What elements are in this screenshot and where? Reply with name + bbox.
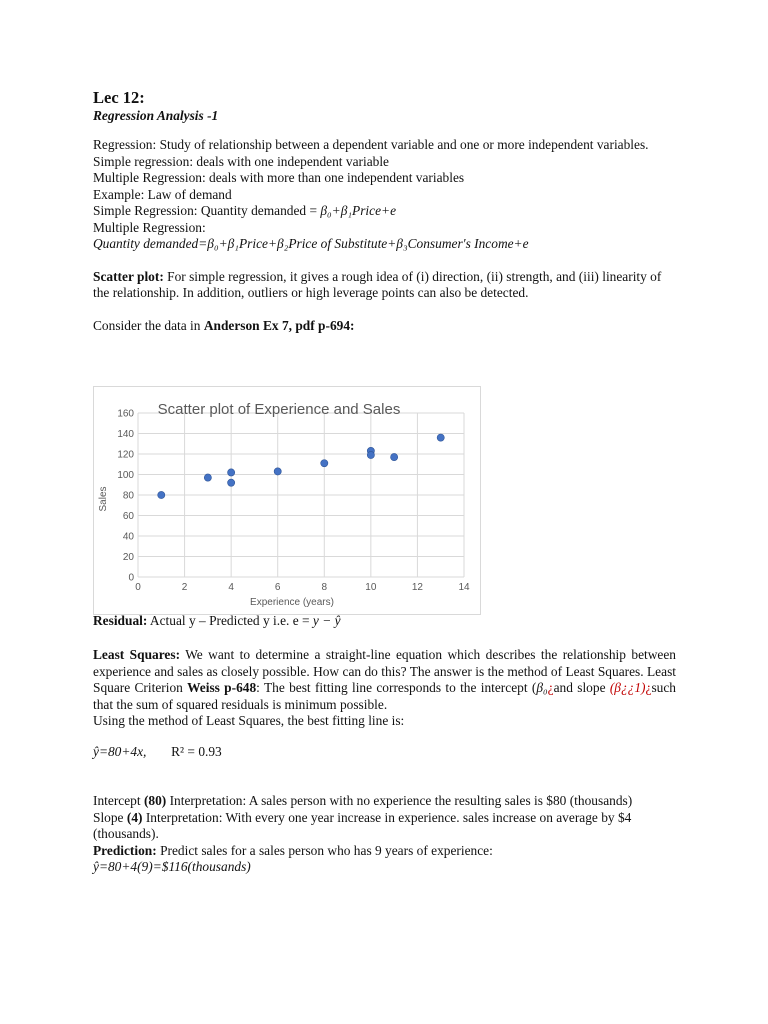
chart-point <box>367 451 374 458</box>
glitch-char-1: ¿ <box>547 680 554 695</box>
least-squares-ref: Weiss p-648 <box>187 680 257 695</box>
intercept-interpretation <box>93 793 676 810</box>
chart-x-tick-label: 0 <box>135 582 141 593</box>
chart-x-tick-label: 8 <box>321 582 328 593</box>
interpretation-section <box>93 793 676 876</box>
prediction-text: Predict sales for a sales person who has 9 years of experience: <box>156 842 493 858</box>
slope-symbol: (β¿¿1) <box>609 680 646 695</box>
intercept-value: (80) <box>143 793 167 808</box>
multiple-regression-equation: Quantity demanded=β₀+β₁Price+β₂Price of Substitute+β₃Consumer′s Income+e <box>93 236 529 251</box>
residual-section <box>93 613 676 630</box>
simple-regression-equation: β₀+β₁Price+e <box>320 203 397 218</box>
chart-x-tick-label: 10 <box>365 582 377 593</box>
chart-point <box>321 460 328 467</box>
slope-text: Interpretation: With every one year increase in experience. sales increase on average by $4 (thousands). <box>93 809 632 841</box>
chart-x-axis-label: Experience (years) <box>250 597 334 608</box>
r-squared: R² = 0.93 <box>171 743 222 759</box>
chart-x-ticks <box>135 582 470 593</box>
residual-equation: y − ŷ <box>312 613 341 628</box>
chart-point <box>228 479 235 486</box>
slope-prefix: Slope <box>93 809 127 825</box>
chart-y-ticks <box>117 409 134 584</box>
scatter-chart-svg <box>94 387 480 614</box>
chart-y-tick-label: 120 <box>117 449 134 461</box>
least-squares-text-2: : The best fitting line corresponds to the intercept ( <box>256 680 537 695</box>
chart-y-tick-label: 60 <box>122 511 134 522</box>
intro-simple-def: Simple regression: deals with one independent variable <box>93 153 389 169</box>
intercept-prefix: Intercept <box>93 793 144 808</box>
residual-line <box>93 613 676 630</box>
chart-y-tick-label: 80 <box>122 490 134 502</box>
chart-point <box>228 469 235 476</box>
chart-y-tick-label: 40 <box>122 531 134 543</box>
chart-x-tick-label: 6 <box>274 582 281 593</box>
intro-definition: Regression: Study of relationship between a dependent variable and one or more independent variables. <box>93 137 649 152</box>
fit-line <box>93 744 676 761</box>
chart-points <box>158 434 445 499</box>
chart-point <box>158 491 165 498</box>
chart-x-tick-label: 12 <box>411 582 423 593</box>
slope-value: (4) <box>126 809 143 825</box>
document-body <box>93 88 676 334</box>
chart-y-tick-label: 0 <box>128 572 134 584</box>
least-squares-using: Using the method of Least Squares, the best fitting line is: <box>93 713 405 728</box>
prediction-heading: Prediction: <box>93 842 157 858</box>
residual-heading: Residual: <box>93 613 148 628</box>
chart-y-axis-label: Sales <box>98 486 109 512</box>
scatter-plot-heading: Scatter plot: <box>93 268 164 284</box>
residual-text: Actual y – Predicted y i.e. e = <box>147 613 313 628</box>
consider-reference: Anderson Ex 7, pdf p-694: <box>203 317 355 333</box>
glitch-char-2: ¿ <box>645 680 652 695</box>
lecture-title: Lec 12: <box>93 88 145 107</box>
least-squares-heading: Least Squares: <box>93 647 181 662</box>
intro-multiple-def: Multiple Regression: deals with more than one independent variables <box>93 170 465 185</box>
intercept-text: Interpretation: A sales person with no experience the resulting sales is $80 (thousands) <box>166 793 633 808</box>
least-squares-section <box>93 647 676 760</box>
prediction-line <box>93 843 676 860</box>
simple-regression-label: Simple Regression: Quantity demanded = <box>93 203 321 218</box>
chart-y-tick-label: 100 <box>117 470 134 481</box>
slope-interpretation <box>93 810 676 843</box>
simple-regression-line <box>93 203 676 220</box>
scatter-plot-paragraph <box>93 269 676 302</box>
chart-y-tick-label: 160 <box>117 408 134 420</box>
multiple-regression-label: Multiple Regression: <box>93 219 206 235</box>
chart-x-tick-label: 2 <box>181 582 188 593</box>
least-squares-text-1: We want to determine a straight-line equation which describes the relationship between experience and sales as closely possible. How can do this? The answer is the method of Least Squares. Least Square Criterion <box>93 647 676 695</box>
chart-x-tick-label: 14 <box>458 582 470 593</box>
chart-y-tick-label: 20 <box>122 552 134 563</box>
scatter-plot-text: For simple regression, it gives a rough idea of (i) direction, (ii) strength, and (iii) linearity of the relationship. In addition, outliers or high leverage points can also be detected. <box>93 268 662 300</box>
intro-example: Example: Law of demand <box>93 186 232 202</box>
fit-equation: ŷ=80+4x, <box>93 743 147 759</box>
consider-prefix: Consider the data in <box>93 317 204 333</box>
lecture-subtitle: Regression Analysis -1 <box>93 108 219 123</box>
chart-x-tick-label: 4 <box>228 582 234 593</box>
least-squares-text-4: such that the sum of squared residuals is minimum possible. <box>93 680 676 712</box>
prediction-equation: ŷ=80+4(9)=$116(thousands) <box>93 859 251 874</box>
least-squares-paragraph <box>93 647 676 713</box>
chart-title: Scatter plot of Experience and Sales <box>157 401 401 418</box>
chart-point <box>391 453 398 460</box>
chart-point <box>437 434 444 441</box>
chart-y-tick-label: 140 <box>117 429 134 440</box>
least-squares-text-3: and slope <box>553 680 610 695</box>
intercept-symbol: β₀ <box>536 680 548 695</box>
chart-point <box>204 474 211 481</box>
scatter-chart <box>93 386 481 615</box>
chart-gridlines <box>138 413 464 577</box>
consider-line <box>93 318 676 335</box>
chart-point <box>274 468 281 475</box>
